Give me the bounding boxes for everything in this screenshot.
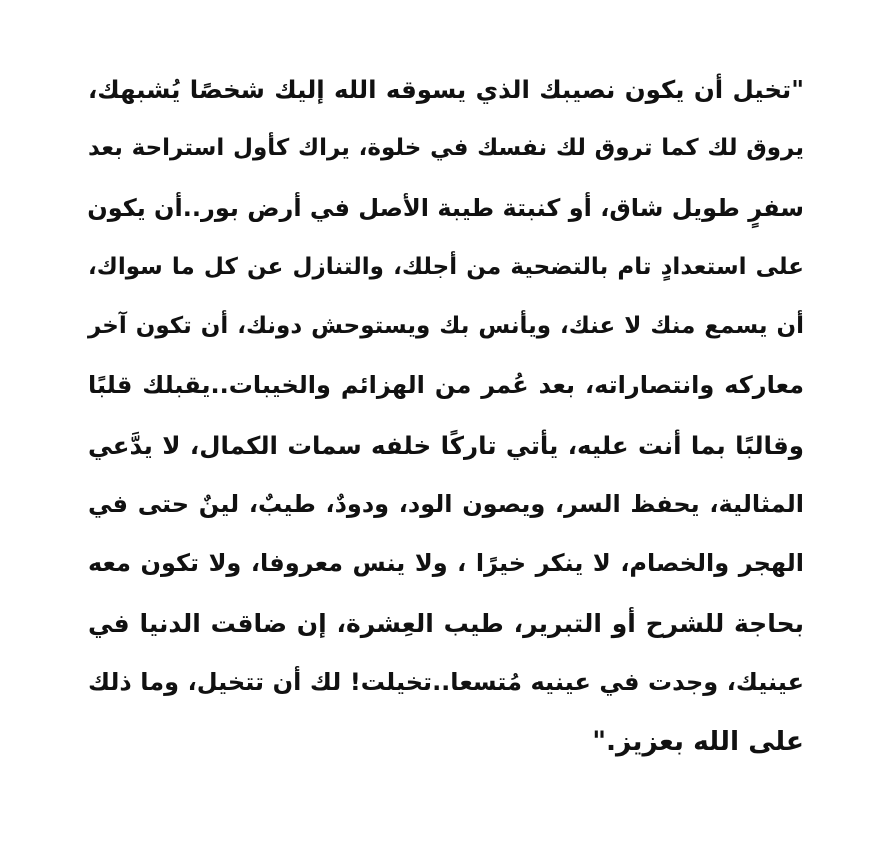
quote-line: معاركه وانتصاراته، بعد عُمر من الهزائم والخيبات..يقبلك قلبًا — [88, 371, 804, 400]
quote-line: الهجر والخصام، لا ينكر خيرًا ، ولا ينس معروفا، ولا تكون معه — [88, 549, 804, 578]
quote-line: على استعدادٍ تام بالتضحية من أجلك، والتنازل عن كل ما سواك، — [88, 253, 804, 280]
quote-text — [88, 60, 804, 772]
quote-line: "تخيل أن يكون نصيبك الذي يسوقه الله إليك شخصًا يُشبهك، — [88, 75, 804, 104]
quote-line: سفرٍ طويل شاق، أو كنبتة طيبة الأصل في أرض بور..أن يكون — [87, 193, 804, 222]
quote-line: يروق لك كما تروق لك نفسك في خلوة، يراك كأول استراحة بعد — [88, 135, 804, 162]
quote-line: على الله بعزيز." — [592, 726, 804, 758]
quote-line: بحاجة للشرح أو التبرير، طيب العِشرة، إن ضاقت الدنيا في — [88, 608, 804, 638]
quote-line: أن يسمع منك لا عنك، ويأنس بك ويستوحش دونك، أن تكون آخر — [88, 313, 804, 340]
quote-line: وقالبًا بما أنت عليه، يأتي تاركًا خلفه سمات الكمال، لا يدَّعي — [88, 430, 804, 460]
quote-line: المثالية، يحفظ السر، ويصون الود، ودودٌ، طيبٌ، لينٌ حتى في — [88, 490, 804, 519]
quote-line: عينيك، وجدت في عينيه مُتسعا..تخيلت! لك أن تتخيل، وما ذلك — [88, 667, 804, 696]
